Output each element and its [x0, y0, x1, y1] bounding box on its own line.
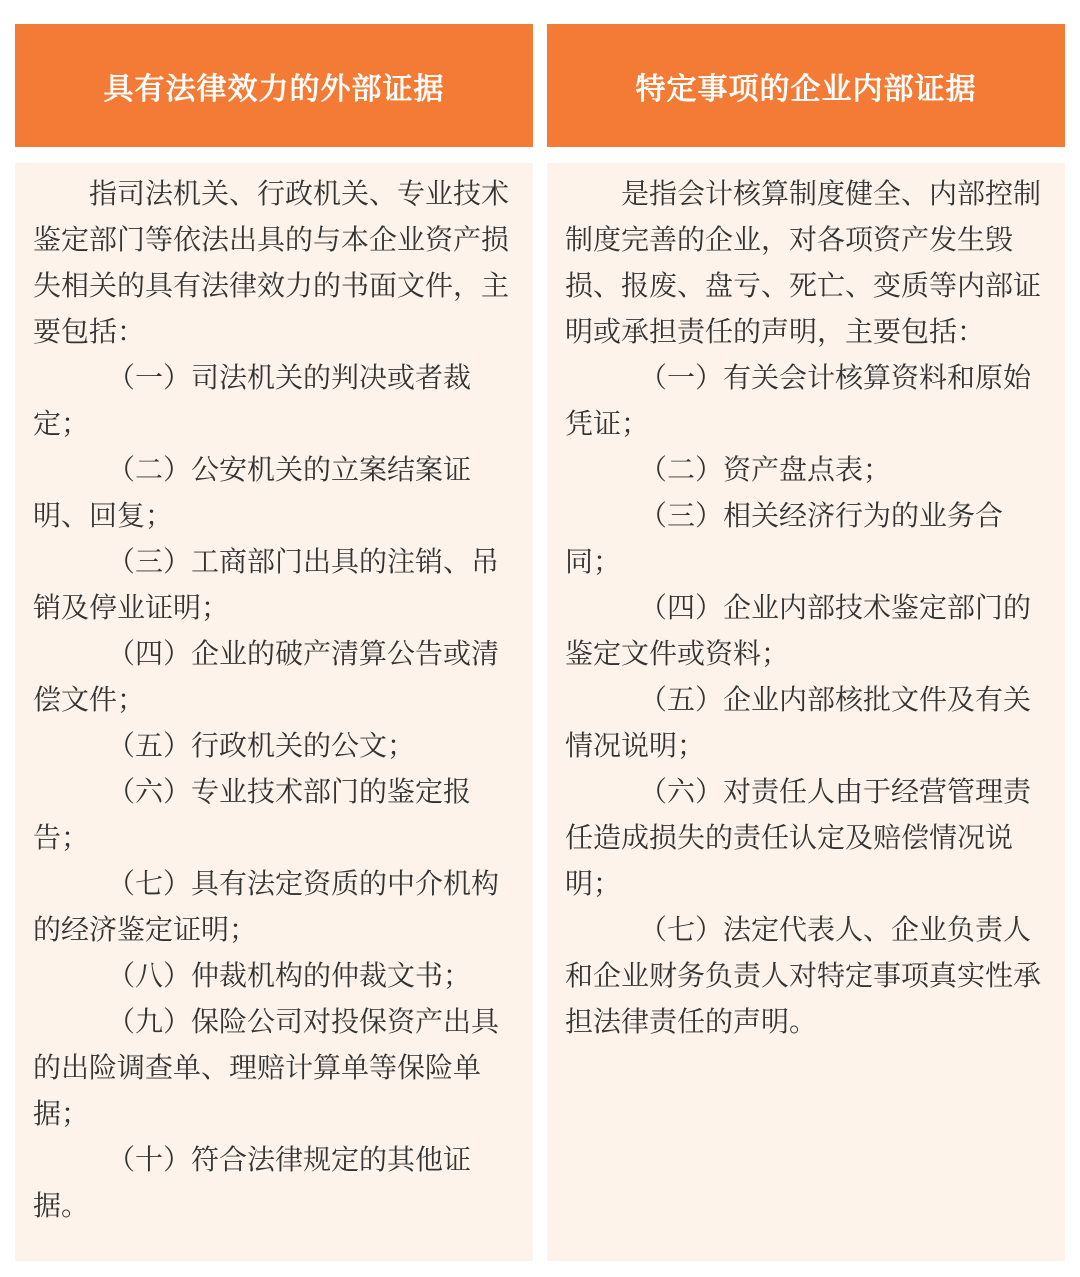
list-item: （二）资产盘点表； [639, 453, 892, 486]
list-item: （七）法定代表人、企业负责人和企业财务负责人对特定事项真实性承担法律责任的声明。 [565, 913, 1042, 1038]
internal-evidence-column [547, 24, 1065, 1261]
internal-evidence-header [547, 24, 1065, 147]
internal-evidence-title: 特定事项的企业内部证据 [635, 71, 977, 107]
list-item: （十）符合法律规定的其他证据。 [33, 1143, 472, 1222]
internal-evidence-intro: 是指会计核算制度健全、内部控制制度完善的企业，对各项资产发生毁损、报废、盘亏、死亡、变质等内部证明或承担责任的声明，主要包括： [565, 177, 1042, 348]
list-item: （六）专业技术部门的鉴定报告； [33, 775, 472, 854]
internal-evidence-body [547, 163, 1065, 1261]
list-item: （四）企业内部技术鉴定部门的鉴定文件或资料； [565, 591, 1032, 670]
list-item: （五）行政机关的公文； [107, 729, 416, 762]
external-evidence-title: 具有法律效力的外部证据 [103, 71, 445, 107]
list-item: （七）具有法定资质的中介机构的经济鉴定证明； [33, 867, 500, 946]
external-evidence-body [15, 163, 533, 1261]
list-item: （八）仲裁机构的仲裁文书； [107, 959, 472, 992]
list-item: （一）司法机关的判决或者裁定； [33, 361, 472, 440]
list-item: （二）公安机关的立案结案证明、回复； [33, 453, 472, 532]
external-evidence-column [15, 24, 533, 1261]
external-evidence-header [15, 24, 533, 147]
list-item: （四）企业的破产清算公告或清偿文件； [33, 637, 500, 716]
list-item: （三）工商部门出具的注销、吊销及停业证明； [33, 545, 500, 624]
list-item: （九）保险公司对投保资产出具的出险调查单、理赔计算单等保险单据； [33, 1005, 500, 1130]
list-item: （六）对责任人由于经营管理责任造成损失的责任认定及赔偿情况说明； [565, 775, 1032, 900]
list-item: （三）相关经济行为的业务合同； [565, 499, 1004, 578]
external-evidence-intro: 指司法机关、行政机关、专业技术鉴定部门等依法出具的与本企业资产损失相关的具有法律效力的书面文件，主要包括： [33, 177, 510, 348]
list-item: （五）企业内部核批文件及有关情况说明； [565, 683, 1032, 762]
list-item: （一）有关会计核算资料和原始凭证； [565, 361, 1032, 440]
